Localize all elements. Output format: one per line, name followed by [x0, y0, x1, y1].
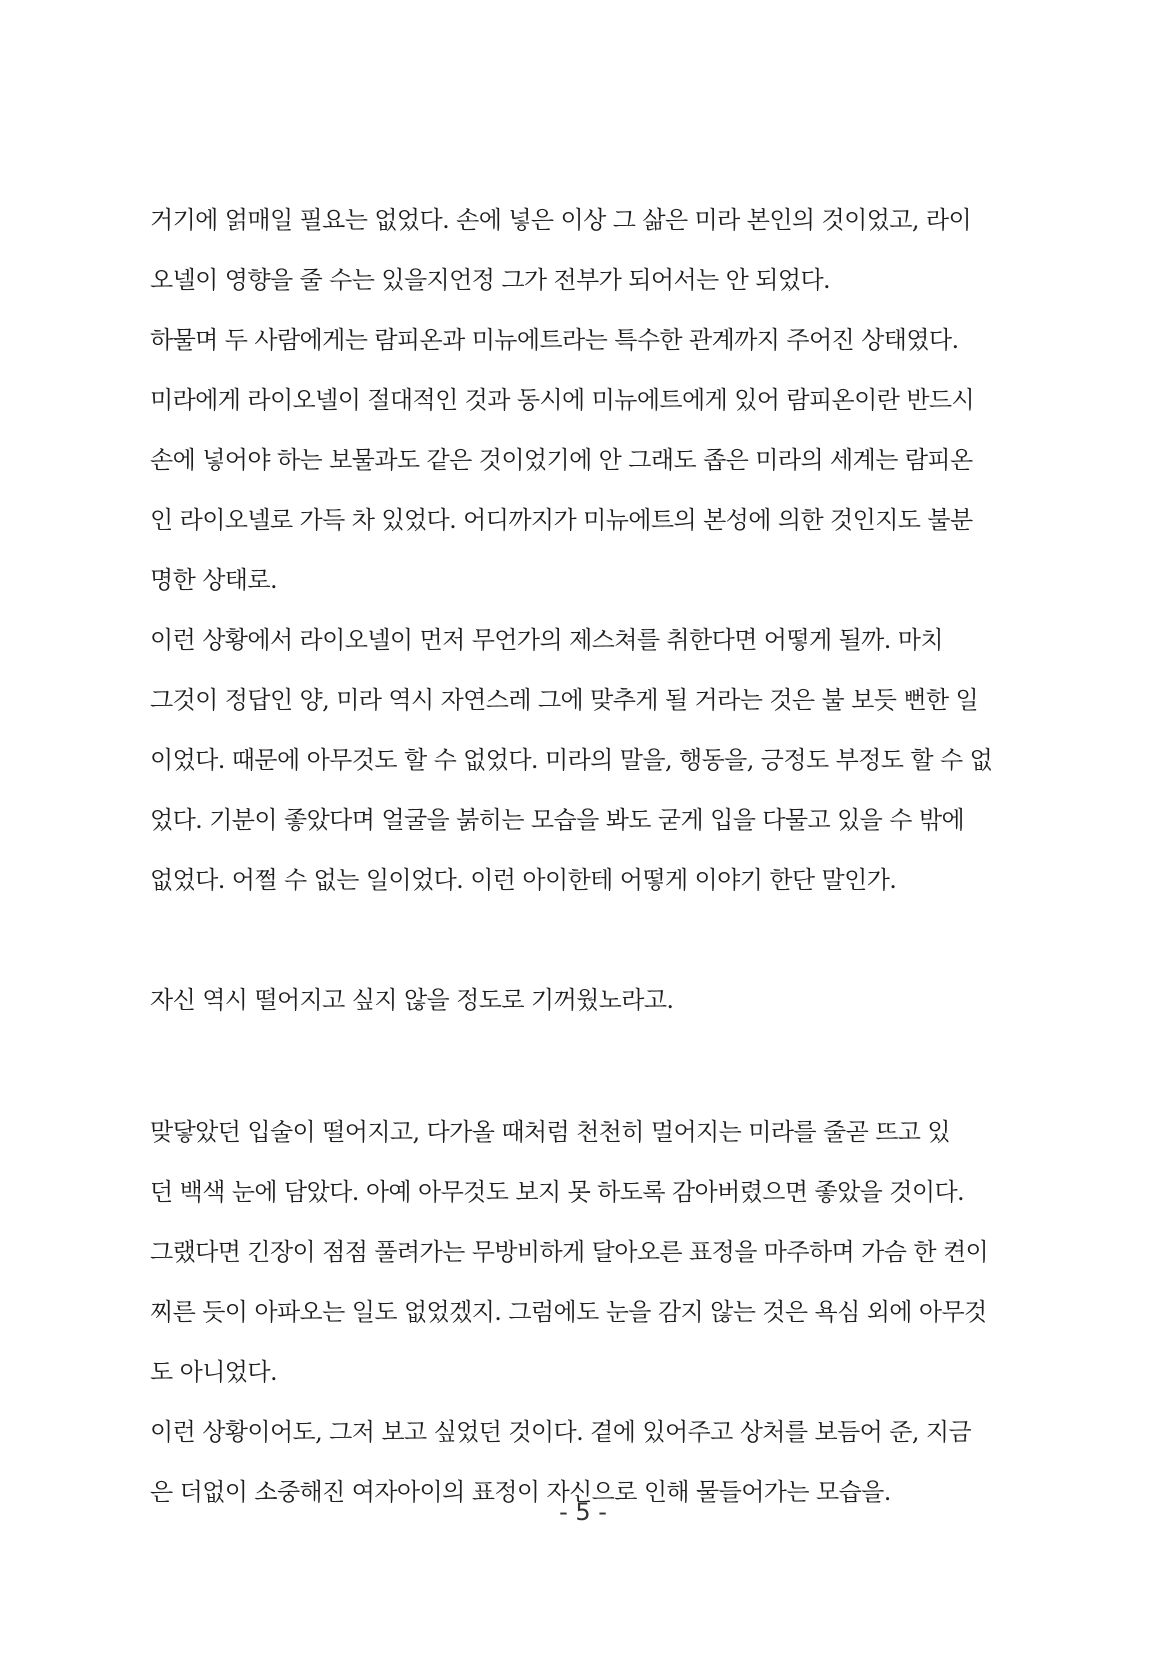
body-text [150, 190, 1030, 1522]
text-line: 손에 넣어야 하는 보물과도 같은 것이었기에 안 그래도 좁은 미라의 세계는 람피온 [150, 446, 973, 474]
text-line: 명한 상태로. [150, 566, 277, 594]
paragraph-spacer [150, 910, 1030, 970]
text-line: 이런 상황이어도, 그저 보고 싶었던 것이다. 곁에 있어주고 상처를 보듬어 준, 지금 [150, 1418, 972, 1446]
page-number: - 5 - [559, 1498, 607, 1526]
text-line: 맞닿았던 입술이 떨어지고, 다가올 때처럼 천천히 멀어지는 미라를 줄곧 뜨고 있 [150, 1118, 951, 1146]
paragraph-spacer [150, 1030, 1030, 1102]
text-line: 인 라이오넬로 가득 차 있었다. 어디까지가 미뉴에트의 본성에 의한 것인지도 불분 [150, 506, 973, 534]
text-line: 그랬다면 긴장이 점점 풀려가는 무방비하게 달아오른 표정을 마주하며 가슴 한 켠이 [150, 1238, 989, 1266]
text-line: 이런 상황에서 라이오넬이 먼저 무언가의 제스쳐를 취한다면 어떻게 될까. 마치 [150, 626, 943, 654]
text-line: 오넬이 영향을 줄 수는 있을지언정 그가 전부가 되어서는 안 되었다. [150, 266, 831, 294]
text-line: 도 아니었다. [150, 1358, 277, 1386]
text-line: 하물며 두 사람에게는 람피온과 미뉴에트라는 특수한 관계까지 주어진 상태였다. [150, 326, 959, 354]
text-line: 은 더없이 소중해진 여자아이의 표정이 자신으로 인해 물들어가는 모습을. [150, 1478, 891, 1506]
text-line: 이었다. 때문에 아무것도 할 수 없었다. 미라의 말을, 행동을, 긍정도 부정도 할 수 없 [150, 746, 993, 774]
text-line: 찌른 듯이 아파오는 일도 없었겠지. 그럼에도 눈을 감지 않는 것은 욕심 외에 아무것 [150, 1298, 987, 1326]
text-line: 없었다. 어쩔 수 없는 일이었다. 이런 아이한테 어떻게 이야기 한단 말인가. [150, 866, 897, 894]
text-line: 었다. 기분이 좋았다며 얼굴을 붉히는 모습을 봐도 굳게 입을 다물고 있을 수 밖에 [150, 806, 965, 834]
text-line: 그것이 정답인 양, 미라 역시 자연스레 그에 맞추게 될 거라는 것은 불 보듯 뻔한 일 [150, 686, 979, 714]
text-line: 자신 역시 떨어지고 싶지 않을 정도로 기꺼웠노라고. [150, 986, 674, 1014]
text-line: 거기에 얽매일 필요는 없었다. 손에 넣은 이상 그 삶은 미라 본인의 것이었고, 라이 [150, 206, 972, 234]
text-line: 미라에게 라이오넬이 절대적인 것과 동시에 미뉴에트에게 있어 람피온이란 반드시 [150, 386, 975, 414]
text-line: 던 백색 눈에 담았다. 아예 아무것도 보지 못 하도록 감아버렸으면 좋았을 것이다. [150, 1178, 965, 1206]
